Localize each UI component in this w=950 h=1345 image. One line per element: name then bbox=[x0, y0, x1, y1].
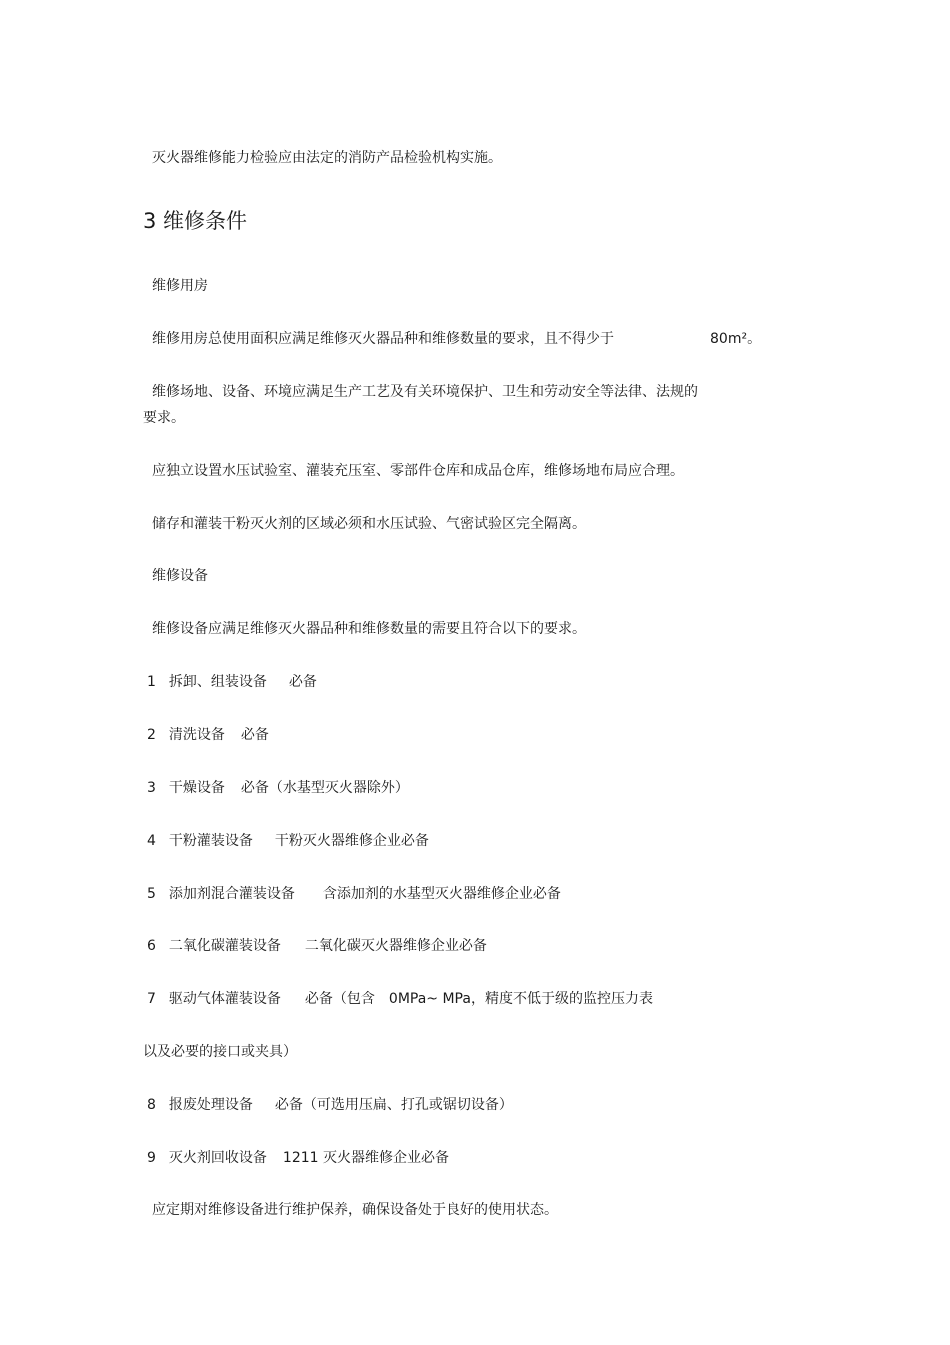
equipment-req: 必备 bbox=[288, 674, 317, 690]
equipment-name: 二氧化碳灌装设备 bbox=[168, 938, 281, 954]
room-area-value: 80m²。 bbox=[710, 331, 762, 347]
paragraph-separate-rooms: 应独立设置水压试验室、灌装充压室、零部件仓库和成品仓库，维修场地布局应合理。 bbox=[152, 463, 684, 479]
equipment-num: 6 bbox=[147, 938, 156, 954]
equipment-item-8 bbox=[147, 1096, 513, 1114]
equipment-name: 清洗设备 bbox=[168, 727, 225, 743]
equipment-num: 1 bbox=[147, 674, 156, 690]
subheading-repair-equipment: 维修设备 bbox=[152, 568, 208, 584]
equipment-req: 必备（包含 bbox=[304, 991, 375, 1007]
equipment-name: 干燥设备 bbox=[168, 780, 225, 796]
equipment-item-7-continuation: 以及必要的接口或夹具） bbox=[143, 1044, 297, 1060]
equipment-item-5 bbox=[147, 885, 561, 903]
equipment-num: 7 bbox=[147, 991, 156, 1007]
equipment-item-9 bbox=[147, 1149, 449, 1167]
paragraph-inspection: 灭火器维修能力检验应由法定的消防产品检验机构实施。 bbox=[152, 150, 502, 166]
paragraph-maintenance: 应定期对维修设备进行维护保养，确保设备处于良好的使用状态。 bbox=[152, 1202, 558, 1218]
equipment-item-6 bbox=[147, 937, 487, 955]
equipment-item-3 bbox=[147, 779, 409, 797]
equipment-name: 报废处理设备 bbox=[168, 1097, 253, 1113]
equipment-num: 9 bbox=[147, 1150, 156, 1166]
equipment-name: 灭火剂回收设备 bbox=[168, 1150, 267, 1166]
equipment-num: 5 bbox=[147, 886, 156, 902]
equipment-req: 二氧化碳灭火器维修企业必备 bbox=[304, 938, 487, 954]
equipment-num: 3 bbox=[147, 780, 156, 796]
paragraph-room-area bbox=[152, 330, 614, 348]
paragraph-powder-isolation: 储存和灌装干粉灭火剂的区域必须和水压试验、气密试验区完全隔离。 bbox=[152, 516, 586, 532]
equipment-name: 拆卸、组装设备 bbox=[168, 674, 267, 690]
paragraph-environment-line2: 要求。 bbox=[143, 410, 185, 426]
equipment-name: 干粉灌装设备 bbox=[168, 833, 253, 849]
equipment-name: 驱动气体灌装设备 bbox=[168, 991, 281, 1007]
equipment-num: 2 bbox=[147, 727, 156, 743]
equipment-req: 必备（可选用压扁、打孔或锯切设备） bbox=[274, 1097, 513, 1113]
equipment-name: 添加剂混合灌装设备 bbox=[168, 886, 295, 902]
equipment-item-2 bbox=[147, 726, 269, 744]
equipment-num: 4 bbox=[147, 833, 156, 849]
equipment-num: 8 bbox=[147, 1097, 156, 1113]
equipment-req: 必备 bbox=[240, 727, 269, 743]
paragraph-equipment-requirements: 维修设备应满足维修灭火器品种和维修数量的需要且符合以下的要求。 bbox=[152, 621, 586, 637]
equipment-req: 必备（水基型灭火器除外） bbox=[240, 780, 409, 796]
subheading-repair-room: 维修用房 bbox=[152, 278, 208, 294]
equipment-item-7 bbox=[147, 990, 653, 1008]
paragraph-environment-line1: 维修场地、设备、环境应满足生产工艺及有关环境保护、卫生和劳动安全等法律、法规的 bbox=[152, 384, 698, 400]
equipment-req: 含添加剂的水基型灭火器维修企业必备 bbox=[322, 886, 561, 902]
paragraph-room-area-text: 维修用房总使用面积应满足维修灭火器品种和维修数量的要求，且不得少于 bbox=[152, 331, 614, 347]
section-heading: 3 维修条件 bbox=[143, 209, 248, 233]
equipment-item-1 bbox=[147, 673, 317, 691]
equipment-req: 1211 灭火器维修企业必备 bbox=[282, 1150, 450, 1166]
equipment-req-value: 0MPa~ MPa，精度不低于级的监控压力表 bbox=[388, 991, 653, 1007]
equipment-req: 干粉灭火器维修企业必备 bbox=[274, 833, 429, 849]
equipment-item-4 bbox=[147, 832, 429, 850]
